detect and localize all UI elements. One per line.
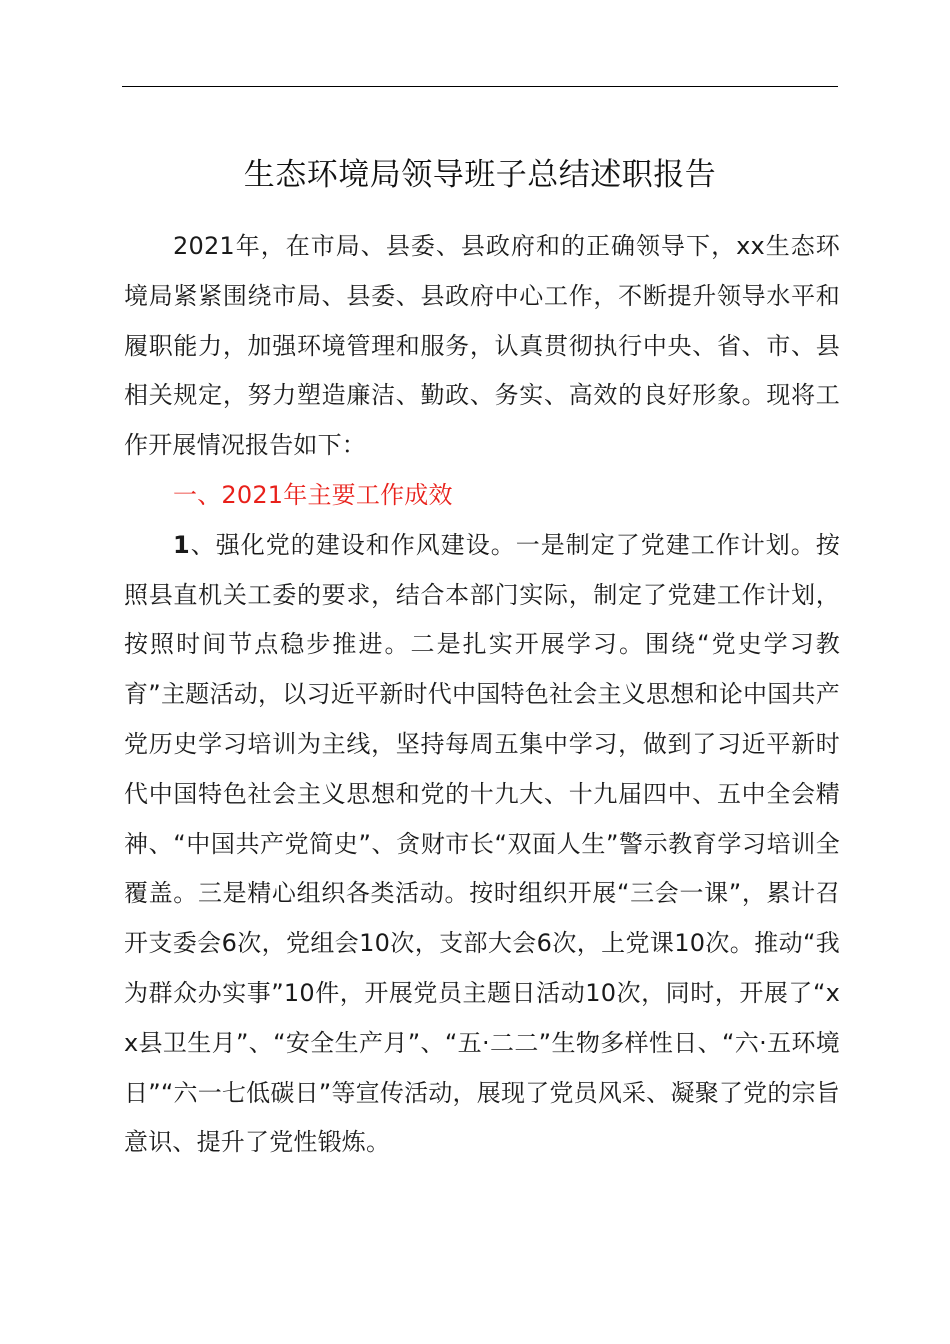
item-text: 、强化党的建设和作风建设。一是制定了党建工作计划。按照县直机关工委的要求，结合本部门实际，制定了党建工作计划，按照时间节点稳步推进。二是扎实开展学习。围绕“党史学习教育”主题活动，以习近平新时代中国特色社会主义思想和论中国共产党历史学习培训为主线，坚持每周五集中学习，做到了习近平新时代中国特色社会主义思想和党的十九大、十九届四中、五中全会精神、“中国共产党简史”、贪财市长“双面人生”警示教育学习培训全覆盖。三是精心组织各类活动。按时组织开展“三会一课”，累计召开支委会6次，党组会10次，支部大会6次，上党课10次。推动“我为群众办实事”10件，开展党员主题日活动10次，同时，开展了“xx县卫生月”、“安全生产月”、“五·二二”生物多样性日、“六·五环境日”“六一七低碳日”等宣传活动，展现了党员风采、凝聚了党的宗旨意识、提升了党性锻炼。 [124,530,840,1157]
item-paragraph [124,521,840,1168]
item-number: 1 [173,530,190,559]
section-heading: 一、2021年主要工作成效 [173,480,453,509]
document-title: 生态环境局领导班子总结述职报告 [243,157,717,193]
intro-paragraph: 2021年，在市局、县委、县政府和的正确领导下，xx生态环境局紧紧围绕市局、县委、县政府中心工作，不断提升领导水平和履职能力，加强环境管理和服务，认真贯彻执行中央、省、市、县相关规定，努力塑造廉洁、勤政、务实、高效的良好形象。现将工作开展情况报告如下： [124,232,840,460]
document-body [124,222,840,1168]
header-rule [122,86,838,87]
